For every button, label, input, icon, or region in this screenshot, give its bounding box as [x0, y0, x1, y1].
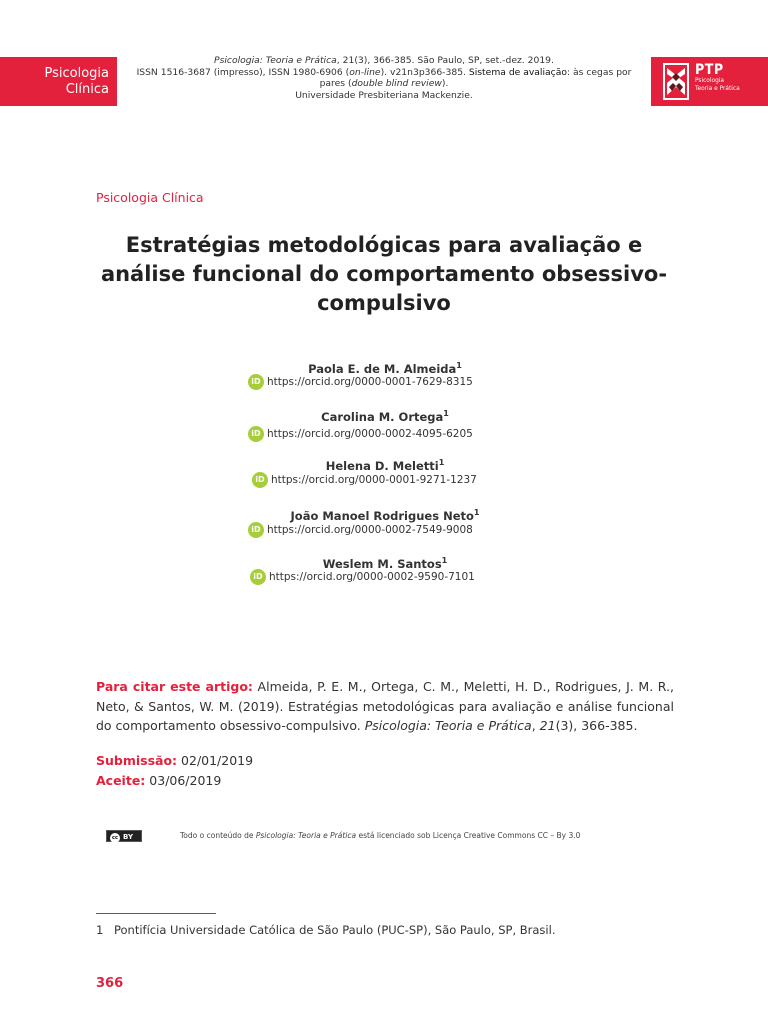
orcid-row[interactable] [250, 569, 475, 585]
cc-icon: cc [110, 833, 120, 843]
license-line [106, 830, 580, 842]
orcid-icon: iD [248, 426, 264, 442]
footnote-number: 1 [96, 923, 104, 937]
cite-text: Almeida, P. E. M., Ortega, C. M., Meletti, H. D., Rodrigues, J. M. R., Neto, & Santos, W. M. (2019). Estratégias metodológicas para avaliação e análise funcional do comportamento obsessivo-compulsivo. [96, 679, 674, 733]
journal-citation-line [134, 55, 634, 67]
license-text-after: está licenciado sob Licença Creative Commons CC – By 3.0 [356, 831, 581, 840]
author-name-text: João Manoel Rodrigues Neto [290, 508, 474, 523]
accepted-row [96, 771, 253, 791]
orcid-icon: iD [250, 569, 266, 585]
review-end: ). [441, 78, 449, 89]
orcid-row[interactable] [252, 472, 477, 488]
footnote-rule [96, 913, 216, 914]
submission-date: 02/01/2019 [177, 753, 254, 768]
orcid-icon: iD [252, 472, 268, 488]
cite-pages: (3), 366-385. [555, 718, 638, 733]
ptp-emblem-icon [663, 63, 689, 100]
page-number: 366 [96, 976, 124, 991]
logo-sub1: Psicologia [695, 76, 724, 84]
double-blind-text: double blind review [351, 78, 442, 89]
university-line: Universidade Presbiteriana Mackenzie. [295, 89, 473, 101]
submission-row [96, 751, 253, 771]
cite-label: Para citar este artigo: [96, 679, 253, 694]
submission-label: Submissão: [96, 753, 178, 768]
citation-rest: , 21(3), 366-385. São Paulo, SP, set.-dez. 2019. [336, 55, 554, 66]
accepted-label: Aceite: [96, 773, 146, 788]
article-title: Estratégias metodológicas para avaliação e análise funcional do comportamento obsessivo-compulsivo [100, 233, 668, 315]
orcid-link[interactable]: https://orcid.org/0000-0002-4095-6205 [267, 428, 473, 440]
accepted-date: 03/06/2019 [145, 773, 222, 788]
author-name-text: Weslem M. Santos [322, 556, 442, 571]
footnote [96, 923, 555, 937]
logo-ptp: PTP [695, 62, 724, 78]
journal-header-info [134, 55, 634, 101]
footnote-text: Pontifícia Universidade Católica de São Paulo (PUC-SP), São Paulo, SP, Brasil. [114, 923, 556, 937]
section-label-line1: Psicologia [44, 66, 109, 81]
author-affiliation-mark: 1 [443, 409, 449, 418]
author-name [200, 458, 570, 473]
orcid-row[interactable] [248, 426, 473, 442]
logo-text [695, 63, 740, 92]
review-label: Sistema de avaliação [468, 66, 567, 78]
orcid-icon: iD [248, 522, 264, 538]
logo-sub2: Teoria e Prática [695, 83, 740, 92]
orcid-row[interactable] [248, 374, 473, 390]
article-category: Psicologia Clínica [96, 190, 204, 205]
online-word: on-line [349, 66, 381, 78]
author-name-text: Helena D. Meletti [325, 458, 439, 473]
author-affiliation-mark: 1 [438, 458, 445, 467]
issn-line [134, 67, 634, 90]
ptp-logo [651, 57, 768, 106]
author-name-text: Carolina M. Ortega [321, 409, 444, 424]
issn-end: ). v21n3p366-385. [380, 66, 469, 78]
article-dates [96, 751, 253, 791]
issn-text: ISSN 1516-3687 (impresso), ISSN 1980-6906 ( [136, 66, 350, 78]
by-label: BY [123, 833, 134, 841]
section-tab [0, 57, 117, 106]
orcid-row[interactable] [248, 522, 473, 538]
cite-comma: , [531, 718, 540, 733]
license-text-before: Todo o conteúdo de [180, 831, 256, 840]
author-name [200, 409, 570, 424]
section-label-line2: Clínica [65, 82, 109, 97]
orcid-link[interactable]: https://orcid.org/0000-0001-9271-1237 [271, 474, 477, 486]
review-text: : às cegas por pares ( [319, 66, 632, 89]
cite-journal: Psicologia: Teoria e Prática [364, 718, 532, 733]
orcid-link[interactable]: https://orcid.org/0000-0001-7629-8315 [267, 376, 473, 388]
cite-volume: 21 [539, 718, 556, 733]
how-to-cite [96, 677, 674, 736]
orcid-icon: iD [248, 374, 264, 390]
orcid-link[interactable]: https://orcid.org/0000-0002-9590-7101 [269, 571, 475, 583]
orcid-link[interactable]: https://orcid.org/0000-0002-7549-9008 [267, 524, 473, 536]
journal-name: Psicologia: Teoria e Prática [214, 55, 337, 66]
license-journal: Psicologia: Teoria e Prática [255, 831, 357, 840]
cc-by-badge[interactable] [106, 830, 142, 842]
author-affiliation-mark: 1 [473, 508, 480, 517]
author-name-text: Paola E. de M. Almeida [308, 361, 457, 376]
author-name [200, 508, 570, 523]
author-affiliation-mark: 1 [456, 361, 462, 370]
author-affiliation-mark: 1 [441, 556, 448, 565]
